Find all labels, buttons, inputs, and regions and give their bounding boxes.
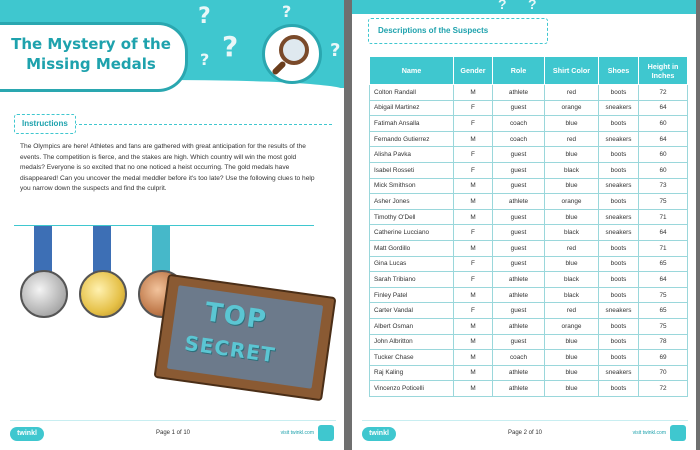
question-mark-icon: ? <box>222 30 239 63</box>
table-cell: 69 <box>639 350 688 366</box>
table-cell: athlete <box>493 365 545 381</box>
table-cell: sneakers <box>599 100 639 116</box>
table-cell: Fernando Gutierrez <box>370 131 454 147</box>
table-cell: boots <box>599 240 639 256</box>
page-number: Page 2 of 10 <box>507 430 543 436</box>
section-label: Descriptions of the Suspects <box>378 26 489 35</box>
table-cell: boots <box>599 116 639 132</box>
table-cell: Colton Randall <box>370 85 454 101</box>
table-cell: guest <box>493 303 545 319</box>
table-cell: sneakers <box>599 209 639 225</box>
table-cell: guest <box>493 334 545 350</box>
table-row <box>370 131 688 147</box>
table-row <box>370 334 688 350</box>
table-cell: M <box>454 318 493 334</box>
table-cell: F <box>454 100 493 116</box>
column-header: Role <box>493 57 545 85</box>
table-cell: 60 <box>639 162 688 178</box>
table-cell: boots <box>599 381 639 397</box>
table-cell: F <box>454 116 493 132</box>
table-row <box>370 381 688 397</box>
table-cell: M <box>454 131 493 147</box>
table-cell: M <box>454 85 493 101</box>
badge-icon <box>670 425 686 441</box>
question-mark-icon: ? <box>198 4 211 29</box>
table-cell: athlete <box>493 381 545 397</box>
table-cell: Mick Smithson <box>370 178 454 194</box>
question-mark-icon: ? <box>200 50 210 69</box>
twinkl-logo: twinkl <box>10 427 44 441</box>
table-cell: boots <box>599 350 639 366</box>
table-row <box>370 100 688 116</box>
table-cell: 70 <box>639 365 688 381</box>
table-cell: red <box>545 240 599 256</box>
table-cell: guest <box>493 225 545 241</box>
question-mark-icon: ? <box>528 0 537 12</box>
table-cell: M <box>454 287 493 303</box>
table-cell: M <box>454 240 493 256</box>
table-cell: F <box>454 256 493 272</box>
table-cell: orange <box>545 318 599 334</box>
table-cell: Raj Kaling <box>370 365 454 381</box>
table-cell: 64 <box>639 225 688 241</box>
table-cell: John Albritton <box>370 334 454 350</box>
table-cell: 71 <box>639 209 688 225</box>
table-cell: F <box>454 225 493 241</box>
table-row <box>370 365 688 381</box>
table-cell: blue <box>545 178 599 194</box>
table-cell: M <box>454 334 493 350</box>
table-row <box>370 350 688 366</box>
table-cell: coach <box>493 131 545 147</box>
table-cell: blue <box>545 209 599 225</box>
table-cell: 60 <box>639 116 688 132</box>
table-cell: boots <box>599 162 639 178</box>
table-cell: 78 <box>639 334 688 350</box>
table-cell: Vincenzo Poticelli <box>370 381 454 397</box>
table-row <box>370 209 688 225</box>
column-header: Height in Inches <box>639 57 688 85</box>
table-cell: 73 <box>639 178 688 194</box>
table-cell: black <box>545 287 599 303</box>
page-2 <box>352 0 696 450</box>
table-cell: M <box>454 381 493 397</box>
table-cell: red <box>545 131 599 147</box>
page-1 <box>0 0 344 450</box>
table-cell: 75 <box>639 194 688 210</box>
question-mark-icon: ? <box>282 2 292 21</box>
magnifying-glass-icon <box>262 24 322 84</box>
visit-link[interactable]: visit twinkl.com <box>280 430 314 436</box>
table-cell: athlete <box>493 194 545 210</box>
table-cell: boots <box>599 147 639 163</box>
table-row <box>370 85 688 101</box>
table-cell: blue <box>545 365 599 381</box>
table-cell: sneakers <box>599 131 639 147</box>
stamp-top: TOP <box>203 297 269 336</box>
table-cell: Abigail Martinez <box>370 100 454 116</box>
table-cell: coach <box>493 350 545 366</box>
table-cell: athlete <box>493 272 545 288</box>
table-row <box>370 194 688 210</box>
suspects-table <box>369 56 688 397</box>
table-cell: 64 <box>639 100 688 116</box>
table-cell: Asher Jones <box>370 194 454 210</box>
table-row <box>370 178 688 194</box>
top-banner <box>352 0 696 14</box>
table-cell: sneakers <box>599 225 639 241</box>
twinkl-logo: twinkl <box>362 427 396 441</box>
table-cell: 71 <box>639 240 688 256</box>
question-mark-icon: ? <box>330 40 341 61</box>
table-cell: 72 <box>639 85 688 101</box>
table-cell: Isabel Rosseti <box>370 162 454 178</box>
table-cell: F <box>454 272 493 288</box>
table-cell: orange <box>545 194 599 210</box>
column-header: Name <box>370 57 454 85</box>
table-cell: boots <box>599 194 639 210</box>
table-cell: 64 <box>639 131 688 147</box>
folder-cover <box>167 285 323 389</box>
table-cell: red <box>545 85 599 101</box>
table-cell: Tucker Chase <box>370 350 454 366</box>
table-cell: guest <box>493 147 545 163</box>
visit-link[interactable]: visit twinkl.com <box>632 430 666 436</box>
table-cell: blue <box>545 381 599 397</box>
instructions-text: The Olympics are here! Athletes and fans are gathered with great anticipation for the results of the events. The competition is fierce, and the stakes are high. Which country will win the most gold medals? Everyone is so excited that no one noticed a heist occurring. The gold medals have disappeared! Can you uncover the medal meddler before it's too late? Use the following clues to help you narrow down the suspects and find the culprit. <box>20 143 315 193</box>
table-cell: Timothy O'Dell <box>370 209 454 225</box>
top-secret-folder <box>154 274 337 402</box>
table-cell: Carter Vandal <box>370 303 454 319</box>
table-cell: athlete <box>493 287 545 303</box>
table-row <box>370 162 688 178</box>
table-cell: 65 <box>639 303 688 319</box>
table-cell: F <box>454 162 493 178</box>
table-cell: guest <box>493 100 545 116</box>
column-header: Gender <box>454 57 493 85</box>
table-cell: Catherine Lucciano <box>370 225 454 241</box>
table-cell: boots <box>599 272 639 288</box>
gold-medal-icon <box>79 270 127 318</box>
table-cell: blue <box>545 116 599 132</box>
table-cell: Albert Osman <box>370 318 454 334</box>
table-cell: Sarah Tribiano <box>370 272 454 288</box>
table-cell: Fatimah Ansalla <box>370 116 454 132</box>
table-cell: F <box>454 303 493 319</box>
column-header: Shirt Color <box>545 57 599 85</box>
table-body <box>370 85 688 397</box>
table-row <box>370 318 688 334</box>
table-cell: M <box>454 194 493 210</box>
table-cell: boots <box>599 85 639 101</box>
table-header-row <box>370 57 688 85</box>
page-number: Page 1 of 10 <box>155 430 191 436</box>
table-cell: coach <box>493 116 545 132</box>
table-cell: 75 <box>639 287 688 303</box>
table-cell: 64 <box>639 272 688 288</box>
table-cell: guest <box>493 256 545 272</box>
table-cell: sneakers <box>599 178 639 194</box>
table-row <box>370 116 688 132</box>
table-row <box>370 225 688 241</box>
table-cell: boots <box>599 287 639 303</box>
table-cell: black <box>545 225 599 241</box>
table-cell: boots <box>599 318 639 334</box>
table-cell: blue <box>545 147 599 163</box>
page-title: The Mystery of the Missing Medals <box>11 35 171 73</box>
question-mark-icon: ? <box>498 0 507 12</box>
table-cell: F <box>454 147 493 163</box>
silver-medal-icon <box>20 270 68 318</box>
table-cell: guest <box>493 178 545 194</box>
footer <box>10 420 336 442</box>
table-cell: guest <box>493 162 545 178</box>
table-cell: sneakers <box>599 303 639 319</box>
table-cell: 72 <box>639 381 688 397</box>
table-cell: black <box>545 272 599 288</box>
instructions-label-box <box>14 114 76 134</box>
table-cell: Matt Gordillo <box>370 240 454 256</box>
table-cell: boots <box>599 334 639 350</box>
table-cell: blue <box>545 256 599 272</box>
table-row <box>370 256 688 272</box>
table-cell: 60 <box>639 147 688 163</box>
table-cell: Finley Patel <box>370 287 454 303</box>
table-cell: athlete <box>493 318 545 334</box>
table-cell: sneakers <box>599 365 639 381</box>
handle-icon <box>271 60 287 76</box>
footer <box>362 420 688 442</box>
badge-icon <box>318 425 334 441</box>
table-cell: athlete <box>493 85 545 101</box>
table-cell: Gina Lucas <box>370 256 454 272</box>
table-cell: guest <box>493 209 545 225</box>
table-cell: red <box>545 303 599 319</box>
table-cell: Alisha Pavka <box>370 147 454 163</box>
table-cell: M <box>454 209 493 225</box>
table-cell: M <box>454 178 493 194</box>
table-row <box>370 303 688 319</box>
table-cell: M <box>454 365 493 381</box>
table-cell: orange <box>545 100 599 116</box>
table-cell: blue <box>545 334 599 350</box>
table-cell: M <box>454 350 493 366</box>
table-cell: boots <box>599 256 639 272</box>
table-cell: blue <box>545 350 599 366</box>
table-cell: guest <box>493 240 545 256</box>
column-header: Shoes <box>599 57 639 85</box>
instructions-label: Instructions <box>22 119 68 128</box>
table-cell: black <box>545 162 599 178</box>
stamp-secret: SECRET <box>183 330 277 368</box>
table-row <box>370 287 688 303</box>
table-cell: 65 <box>639 256 688 272</box>
table-cell: 75 <box>639 318 688 334</box>
table-row <box>370 147 688 163</box>
table-row <box>370 272 688 288</box>
table-row <box>370 240 688 256</box>
